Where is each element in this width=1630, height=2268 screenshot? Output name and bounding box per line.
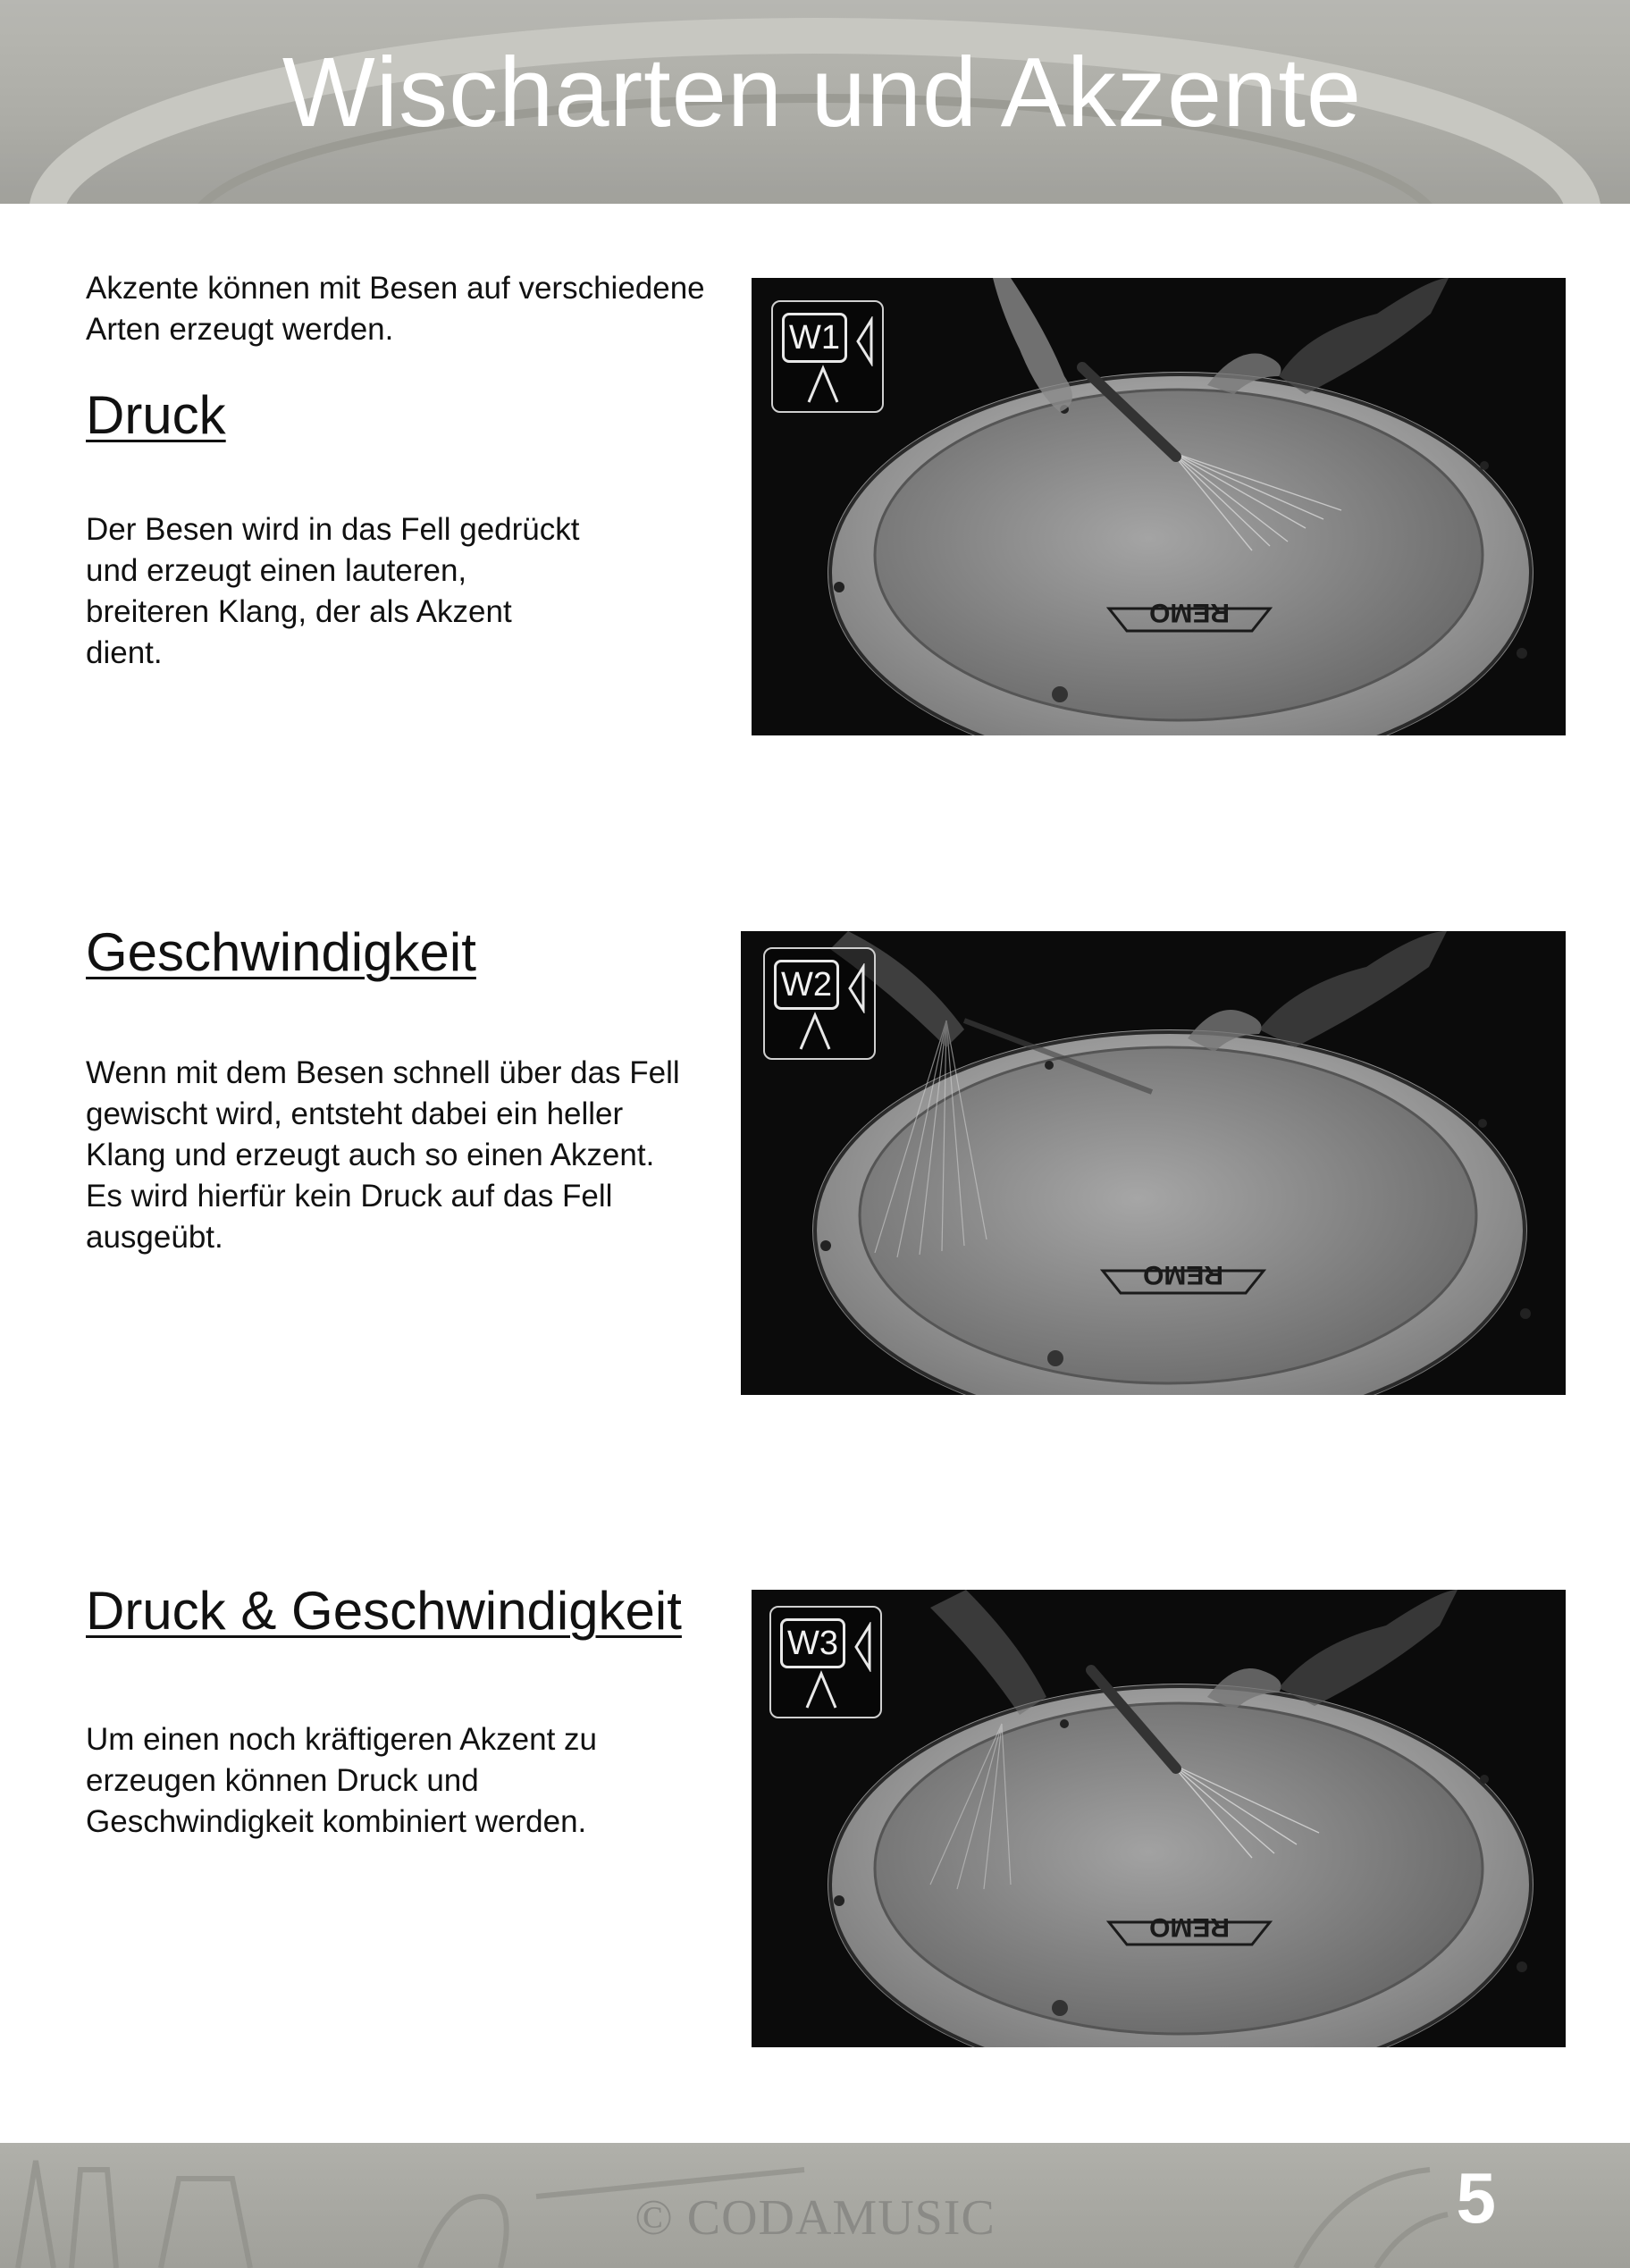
photo-druck-geschwindigkeit[interactable] — [752, 1590, 1566, 2047]
camera-lens-icon — [853, 1622, 873, 1672]
section-text-druck: Der Besen wird in das Fell gedrückt und erzeugt einen lauteren, breiteren Klang, der als Akzent dient. — [86, 512, 580, 670]
video-badge[interactable] — [769, 1606, 882, 1718]
video-label: W1 — [782, 313, 847, 363]
section-heading-druck: Druck — [86, 385, 226, 445]
tripod-icon — [805, 365, 841, 404]
brand-logo: REMO — [1143, 1260, 1223, 1289]
camera-lens-icon — [847, 963, 867, 1013]
page-footer — [0, 2143, 1630, 2268]
section-text-druck-geschwindigkeit: Um einen noch kräftigeren Akzent zu erzeugen können Druck und Geschwindigkeit kombiniert werden. — [86, 1722, 597, 1839]
copyright: © CODAMUSIC — [634, 2190, 996, 2246]
tripod-icon — [803, 1670, 839, 1709]
paragraph: Wenn mit dem Besen schnell über das Fell gewischt wird, entsteht dabei ein heller Klang und erzeugt auch so einen Akzent. — [86, 1055, 680, 1172]
section-heading-druck-geschwindigkeit: Druck & Geschwindigkeit — [86, 1581, 682, 1641]
video-badge[interactable] — [771, 300, 884, 413]
page-title: Wischarten und Akzente — [281, 38, 1363, 147]
paragraph: Es wird hierfür kein Druck auf das Fell ausgeübt. — [86, 1179, 613, 1255]
brand-logo: REMO — [1149, 598, 1230, 627]
intro-text: Akzente können mit Besen auf verschiedene Arten erzeugt werden. — [86, 271, 705, 347]
video-badge[interactable] — [763, 947, 876, 1060]
video-label: W2 — [774, 960, 839, 1010]
section-heading-geschwindigkeit: Geschwindigkeit — [86, 922, 476, 982]
camera-lens-icon — [855, 316, 875, 366]
brand-logo: REMO — [1149, 1912, 1230, 1942]
section-text-geschwindigkeit — [86, 1053, 711, 1258]
photo-druck[interactable] — [752, 278, 1566, 735]
page-header — [0, 0, 1630, 204]
video-label: W3 — [780, 1618, 845, 1668]
photo-geschwindigkeit[interactable] — [741, 931, 1566, 1395]
tripod-icon — [797, 1012, 833, 1051]
page-number: 5 — [1456, 2158, 1496, 2238]
